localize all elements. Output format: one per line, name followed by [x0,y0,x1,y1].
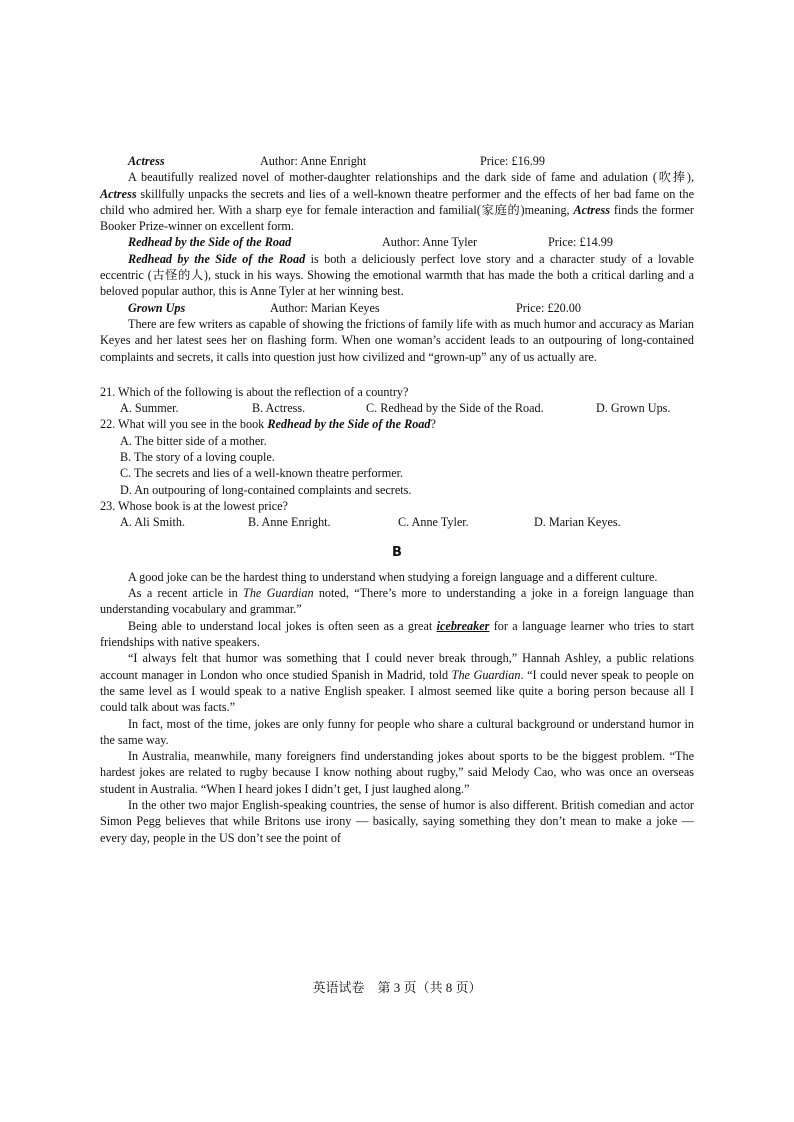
book-author: Author: Anne Tyler [382,235,478,250]
underlined-word: icebreaker [436,618,490,633]
source-title: The Guardian [451,667,521,682]
passage-paragraph: In Australia, meanwhile, many foreigners find understanding jokes about sports to be the biggest problem. “The hardest jokes are related to rugby because I know nothing about rugby,” said Melody Cao, who was once an overseas student in Australia. “When I heard jokes I didn’t get, I just laughed along.” [100,749,694,796]
para-text: Being able to understand local jokes is often seen as a great [128,618,437,633]
option[interactable]: D. Grown Ups. [596,401,671,416]
question-22 [100,416,694,432]
para-text: “I always felt that humor was something that I could never break through,” Hannah Ashley, a public relations account manager in London who once studied Spanish in Madrid, told [100,651,694,682]
question-text: 22. What will you see in the book [100,417,268,432]
desc-text: skillfully unpacks the secrets and lies of a well-known theatre performer and the effects of her bad fame on the child who admired her. With a sharp eye for female interaction and familial(家庭的)meaning, [100,186,694,217]
desc-title: Actress [100,186,137,201]
question-23: 23. Whose book is at the lowest price? [100,498,288,513]
book-author: Author: Marian Keyes [270,300,380,315]
passage-paragraph: In the other two major English-speaking countries, the sense of humor is also different. British comedian and actor Simon Pegg believes that while Britons use irony — basically, saying something they don’t mean to make a joke — every day, people in the US don’t see the point of [100,797,694,845]
exam-page [100,153,694,846]
q21-options [100,400,694,416]
book-title: Redhead by the Side of the Road [128,235,292,250]
book-heading [100,234,694,250]
q23-options [100,514,694,530]
book-heading [100,300,694,316]
desc-text: is both a deliciously perfect love story and a character study of a lovable eccentric (古怪的人), stuck in his ways. Showing the emotional warmth that has made the both a critical darling and a beloved popular author, this is Anne Tyler at her winning best. [100,251,694,299]
book-description [100,169,694,234]
section-title: B [392,544,402,560]
option[interactable]: B. Actress. [252,401,306,416]
desc-text: finds the former Booker Prize-winner on excellent form. [100,202,694,234]
book-title: Grown Ups [128,300,186,315]
para-text: for a language learner who tries to start friendships with native speakers. [100,618,694,650]
para-text: noted, “There’s more to understanding a joke in a foreign language than understanding vocabulary and grammar.” [100,586,694,617]
book-price: Price: £16.99 [480,154,545,168]
option[interactable]: A. Ali Smith. [120,515,186,530]
source-title: The Guardian [243,586,314,601]
book-title: Actress [128,154,165,168]
passage-paragraph: A good joke can be the hardest thing to understand when studying a foreign language and a different culture. [128,569,658,584]
book-price: Price: £14.99 [548,235,613,250]
option[interactable]: B. Anne Enright. [248,515,331,530]
desc-title: Actress [573,202,611,217]
question-21: 21. Which of the following is about the reflection of a country? [100,384,409,399]
option[interactable]: C. Redhead by the Side of the Road. [366,401,544,416]
desc-text: A beautifully realized novel of mother-daughter relationships and the dark side of fame and adulation (吹捧), [128,170,694,185]
passage-paragraph [100,618,694,651]
option[interactable]: D. Marian Keyes. [534,515,621,530]
book-description [100,251,694,300]
book-author: Author: Anne Enright [260,154,367,168]
page-footer: 英语试卷 第 3 页（共 8 页） [312,980,482,995]
option[interactable]: C. Anne Tyler. [398,515,469,530]
para-text: As a recent article in [128,586,244,601]
book-description: There are few writers as capable of showing the frictions of family life with as much humor and accuracy as Marian Keyes and her latest sees her on flashing form. When one woman’s accident leads to an outpouring of long-contained complaints and secrets, it calls into question just how civilized and “grown-up” any of us actually are. [100,316,694,364]
passage-paragraph [100,650,694,715]
book-heading [100,153,694,169]
question-text: ? [430,417,436,432]
passage-paragraph [100,585,694,618]
para-text: . “I could never speak to people on the same level as I would speak to a native English speaker. I almost seemed like quite a boring person because all I could talk about was facts.” [100,667,695,715]
passage-paragraph: In fact, most of the time, jokes are only funny for people who share a cultural background or understand humor in the same way. [100,716,694,747]
option[interactable]: B. The story of a loving couple. [120,450,275,465]
option[interactable]: A. The bitter side of a mother. [120,433,267,448]
book-price: Price: £20.00 [516,300,581,315]
option[interactable]: D. An outpouring of long-contained complaints and secrets. [120,482,412,497]
option[interactable]: A. Summer. [120,401,179,416]
question-book-title: Redhead by the Side of the Road [267,417,431,432]
option[interactable]: C. The secrets and lies of a well-known theatre performer. [120,466,404,481]
desc-title: Redhead by the Side of the Road [128,251,306,266]
